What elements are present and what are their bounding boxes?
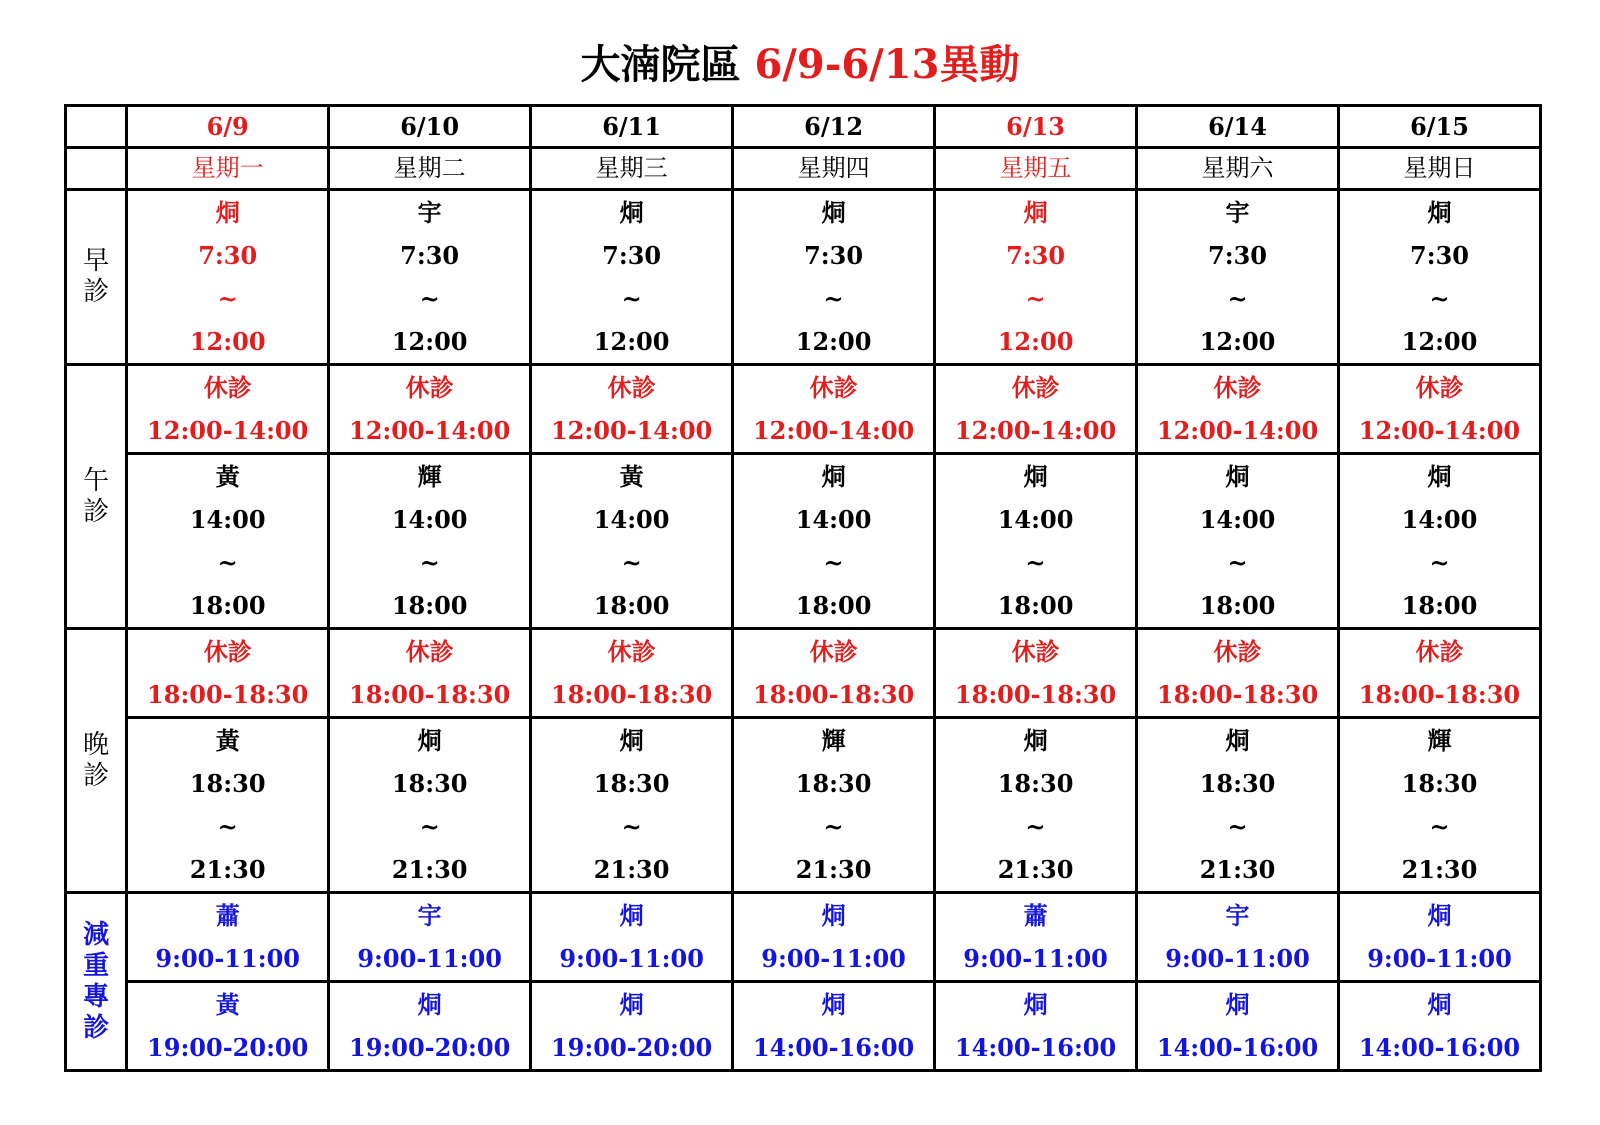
date-cell: 6/11 — [531, 106, 733, 148]
time-text: 19:00-20:00 — [550, 1033, 713, 1062]
time-text: 18:00 — [593, 591, 670, 620]
session-label-char: 診 — [83, 760, 110, 791]
time-text: 18:00 — [795, 591, 872, 620]
doctor-or-status: 烔 — [1225, 990, 1250, 1019]
weekday-cell: 星期三 — [531, 148, 733, 190]
doctor-or-status: 烔 — [1023, 198, 1048, 227]
session-label-char: 專 — [83, 981, 110, 1012]
doctor-or-status: 宇 — [417, 198, 442, 227]
doctor-or-status: 黃 — [215, 726, 240, 755]
doctor-or-status: 休診 — [203, 373, 252, 402]
doctor-or-status: 休診 — [1213, 373, 1262, 402]
schedule-cell — [1339, 190, 1541, 365]
schedule-cell — [1137, 454, 1339, 629]
doctor-or-status: 宇 — [1225, 198, 1250, 227]
schedule-cell — [935, 982, 1137, 1071]
schedule-row — [66, 190, 1541, 365]
doctor-or-status: 休診 — [1011, 373, 1060, 402]
weekday-cell: 星期一 — [127, 148, 329, 190]
time-text: 18:00 — [1401, 591, 1478, 620]
range-separator: ~ — [217, 812, 238, 841]
time-text: 18:00 — [997, 591, 1074, 620]
range-separator: ~ — [823, 284, 844, 313]
schedule-cell — [329, 454, 531, 629]
schedule-cell — [1137, 718, 1339, 893]
schedule-cell — [1339, 629, 1541, 718]
doctor-or-status: 烔 — [417, 990, 442, 1019]
range-separator: ~ — [1227, 548, 1248, 577]
schedule-row — [66, 718, 1541, 893]
schedule-cell — [1339, 982, 1541, 1071]
schedule-cell — [1137, 365, 1339, 454]
schedule-cell — [127, 365, 329, 454]
time-text: 14:00 — [795, 505, 872, 534]
doctor-or-status: 休診 — [607, 373, 656, 402]
schedule-cell — [935, 365, 1137, 454]
weekday-cell: 星期日 — [1339, 148, 1541, 190]
time-text: 18:00-18:30 — [147, 680, 309, 709]
schedule-cell — [531, 454, 733, 629]
schedule-cell — [329, 629, 531, 718]
title-prefix: 大湳院區 — [580, 41, 741, 88]
time-text: 18:00 — [189, 591, 266, 620]
schedule-row — [66, 454, 1541, 629]
corner-cell — [66, 106, 127, 148]
doctor-or-status: 休診 — [405, 373, 454, 402]
time-text: 18:30 — [997, 769, 1074, 798]
time-text: 21:30 — [1401, 855, 1478, 884]
time-text: 14:00-16:00 — [752, 1033, 915, 1062]
schedule-row — [66, 982, 1541, 1071]
range-separator: ~ — [621, 284, 642, 313]
range-separator: ~ — [621, 548, 642, 577]
doctor-or-status: 宇 — [1225, 901, 1250, 930]
doctor-or-status: 宇 — [417, 901, 442, 930]
session-label — [66, 190, 127, 365]
schedule-cell — [733, 718, 935, 893]
doctor-or-status: 輝 — [1427, 726, 1452, 755]
doctor-or-status: 烔 — [821, 901, 846, 930]
range-separator: ~ — [823, 812, 844, 841]
time-text: 14:00 — [1401, 505, 1478, 534]
time-text: 18:00-18:30 — [954, 680, 1117, 709]
doctor-or-status: 休診 — [607, 637, 656, 666]
schedule-row — [66, 365, 1541, 454]
schedule-cell — [329, 718, 531, 893]
date-cell: 6/15 — [1339, 106, 1541, 148]
session-label-char: 重 — [83, 950, 110, 981]
doctor-or-status: 休診 — [1213, 637, 1262, 666]
time-text: 14:00-16:00 — [1156, 1033, 1319, 1062]
schedule-cell — [329, 190, 531, 365]
doctor-or-status: 輝 — [417, 462, 442, 491]
doctor-or-status: 烔 — [417, 726, 442, 755]
date-cell: 6/9 — [127, 106, 329, 148]
schedule-cell — [1339, 365, 1541, 454]
time-text: 9:00-11:00 — [559, 944, 704, 973]
schedule-cell — [531, 629, 733, 718]
time-text: 14:00-16:00 — [954, 1033, 1117, 1062]
date-header-row — [66, 106, 1541, 148]
doctor-or-status: 烔 — [821, 198, 846, 227]
schedule-cell — [935, 190, 1137, 365]
corner-cell — [66, 148, 127, 190]
time-text: 12:00 — [391, 327, 468, 356]
range-separator: ~ — [1429, 548, 1450, 577]
range-separator: ~ — [1025, 284, 1046, 313]
schedule-cell — [531, 190, 733, 365]
doctor-or-status: 烔 — [1023, 726, 1048, 755]
schedule-cell — [1137, 982, 1339, 1071]
schedule-cell — [733, 454, 935, 629]
weekday-cell: 星期六 — [1137, 148, 1339, 190]
schedule-cell — [329, 365, 531, 454]
schedule-cell — [127, 982, 329, 1071]
range-separator: ~ — [419, 812, 440, 841]
schedule-row — [66, 629, 1541, 718]
time-text: 18:30 — [189, 769, 266, 798]
doctor-or-status: 休診 — [1415, 637, 1464, 666]
time-text: 12:00-14:00 — [349, 416, 511, 445]
doctor-or-status: 烔 — [1427, 990, 1452, 1019]
schedule-cell — [733, 982, 935, 1071]
weekday-cell: 星期四 — [733, 148, 935, 190]
time-text: 18:00-18:30 — [550, 680, 713, 709]
schedule-cell — [127, 629, 329, 718]
time-text: 19:00-20:00 — [349, 1033, 511, 1062]
time-text: 12:00-14:00 — [752, 416, 915, 445]
time-text: 9:00-11:00 — [1165, 944, 1310, 973]
time-text: 14:00 — [593, 505, 670, 534]
page-title — [0, 34, 1600, 96]
date-cell: 6/12 — [733, 106, 935, 148]
time-text: 14:00 — [189, 505, 266, 534]
time-text: 14:00 — [391, 505, 468, 534]
doctor-or-status: 休診 — [1011, 637, 1060, 666]
weekday-cell: 星期五 — [935, 148, 1137, 190]
time-text: 7:30 — [1006, 241, 1066, 270]
weekday-header-row — [66, 148, 1541, 190]
time-text: 9:00-11:00 — [1367, 944, 1512, 973]
session-label-char: 午 — [83, 465, 110, 496]
time-text: 18:30 — [1401, 769, 1478, 798]
time-text: 12:00-14:00 — [1156, 416, 1319, 445]
time-text: 18:00-18:30 — [1156, 680, 1319, 709]
range-separator: ~ — [217, 284, 238, 313]
time-text: 7:30 — [804, 241, 864, 270]
time-text: 12:00-14:00 — [954, 416, 1117, 445]
doctor-or-status: 烔 — [619, 726, 644, 755]
schedule-cell — [733, 629, 935, 718]
doctor-or-status: 休診 — [809, 637, 858, 666]
time-text: 21:30 — [997, 855, 1074, 884]
doctor-or-status: 烔 — [1225, 462, 1250, 491]
time-text: 12:00-14:00 — [550, 416, 713, 445]
weekday-cell: 星期二 — [329, 148, 531, 190]
schedule-cell — [733, 893, 935, 982]
time-text: 18:00-18:30 — [752, 680, 915, 709]
range-separator: ~ — [419, 284, 440, 313]
schedule-table — [64, 104, 1542, 1072]
doctor-or-status: 休診 — [405, 637, 454, 666]
schedule-cell — [1137, 629, 1339, 718]
time-text: 9:00-11:00 — [963, 944, 1108, 973]
session-label-char: 早 — [83, 246, 110, 276]
time-text: 18:30 — [593, 769, 670, 798]
schedule-cell — [1339, 718, 1541, 893]
doctor-or-status: 烔 — [1225, 726, 1250, 755]
doctor-or-status: 烔 — [619, 990, 644, 1019]
range-separator: ~ — [621, 812, 642, 841]
schedule-cell — [127, 190, 329, 365]
range-separator: ~ — [419, 548, 440, 577]
schedule-cell — [1137, 190, 1339, 365]
time-text: 12:00-14:00 — [1358, 416, 1521, 445]
doctor-or-status: 烔 — [1427, 901, 1452, 930]
time-text: 19:00-20:00 — [147, 1033, 309, 1062]
doctor-or-status: 黃 — [215, 990, 240, 1019]
schedule-cell — [733, 365, 935, 454]
schedule-cell — [127, 718, 329, 893]
schedule-cell — [531, 893, 733, 982]
schedule-cell — [935, 718, 1137, 893]
time-text: 9:00-11:00 — [357, 944, 502, 973]
time-text: 7:30 — [1208, 241, 1268, 270]
time-text: 12:00 — [997, 327, 1074, 356]
schedule-cell — [531, 982, 733, 1071]
schedule-cell — [935, 893, 1137, 982]
time-text: 12:00 — [795, 327, 872, 356]
range-separator: ~ — [1025, 548, 1046, 577]
time-text: 21:30 — [1199, 855, 1276, 884]
session-label-char: 診 — [83, 1012, 110, 1043]
doctor-or-status: 休診 — [809, 373, 858, 402]
title-highlight: 6/9-6/13異動 — [754, 41, 1020, 88]
schedule-cell — [1137, 893, 1339, 982]
range-separator: ~ — [1025, 812, 1046, 841]
doctor-or-status: 烔 — [1023, 462, 1048, 491]
schedule-cell — [329, 982, 531, 1071]
time-text: 18:00 — [391, 591, 468, 620]
date-cell: 6/13 — [935, 106, 1137, 148]
schedule-cell — [733, 190, 935, 365]
doctor-or-status: 蕭 — [215, 901, 240, 930]
doctor-or-status: 黃 — [619, 462, 644, 491]
range-separator: ~ — [823, 548, 844, 577]
time-text: 18:00-18:30 — [349, 680, 511, 709]
time-text: 9:00-11:00 — [155, 944, 300, 973]
time-text: 12:00 — [1199, 327, 1276, 356]
time-text: 21:30 — [391, 855, 468, 884]
time-text: 18:30 — [795, 769, 872, 798]
session-label-char: 晚 — [83, 729, 110, 760]
time-text: 7:30 — [1410, 241, 1469, 270]
time-text: 7:30 — [602, 241, 662, 270]
doctor-or-status: 烔 — [215, 198, 240, 227]
time-text: 18:30 — [391, 769, 468, 798]
range-separator: ~ — [1227, 812, 1248, 841]
doctor-or-status: 休診 — [203, 637, 252, 666]
schedule-cell — [127, 893, 329, 982]
doctor-or-status: 烔 — [1427, 462, 1452, 491]
doctor-or-status: 烔 — [821, 990, 846, 1019]
session-label-char: 減 — [83, 919, 110, 950]
time-text: 7:30 — [400, 241, 460, 270]
schedule-cell — [127, 454, 329, 629]
range-separator: ~ — [1227, 284, 1248, 313]
session-label-char: 診 — [83, 277, 110, 307]
time-text: 9:00-11:00 — [761, 944, 906, 973]
range-separator: ~ — [217, 548, 238, 577]
session-label — [66, 365, 127, 629]
time-text: 7:30 — [198, 241, 258, 270]
schedule-cell — [531, 365, 733, 454]
session-label — [66, 629, 127, 893]
doctor-or-status: 烔 — [821, 462, 846, 491]
session-label — [66, 893, 127, 1071]
schedule-cell — [1339, 454, 1541, 629]
time-text: 18:00 — [1199, 591, 1276, 620]
range-separator: ~ — [1429, 812, 1450, 841]
doctor-or-status: 黃 — [215, 462, 240, 491]
time-text: 14:00 — [997, 505, 1074, 534]
time-text: 18:30 — [1199, 769, 1276, 798]
time-text: 21:30 — [795, 855, 872, 884]
doctor-or-status: 蕭 — [1023, 901, 1048, 930]
time-text: 12:00 — [1401, 327, 1478, 356]
time-text: 21:30 — [189, 855, 266, 884]
session-label-char: 診 — [83, 496, 110, 527]
schedule-cell — [935, 629, 1137, 718]
schedule-cell — [935, 454, 1137, 629]
schedule-row — [66, 893, 1541, 982]
time-text: 12:00 — [189, 327, 266, 356]
date-cell: 6/10 — [329, 106, 531, 148]
time-text: 12:00 — [593, 327, 670, 356]
time-text: 18:00-18:30 — [1358, 680, 1521, 709]
time-text: 14:00 — [1199, 505, 1276, 534]
date-cell: 6/14 — [1137, 106, 1339, 148]
schedule-cell — [1339, 893, 1541, 982]
doctor-or-status: 烔 — [619, 198, 644, 227]
schedule-cell — [329, 893, 531, 982]
time-text: 14:00-16:00 — [1358, 1033, 1521, 1062]
doctor-or-status: 休診 — [1415, 373, 1464, 402]
time-text: 12:00-14:00 — [147, 416, 309, 445]
doctor-or-status: 烔 — [619, 901, 644, 930]
range-separator: ~ — [1429, 284, 1450, 313]
doctor-or-status: 輝 — [821, 726, 846, 755]
time-text: 21:30 — [593, 855, 670, 884]
doctor-or-status: 烔 — [1427, 198, 1452, 227]
schedule-cell — [531, 718, 733, 893]
doctor-or-status: 烔 — [1023, 990, 1048, 1019]
